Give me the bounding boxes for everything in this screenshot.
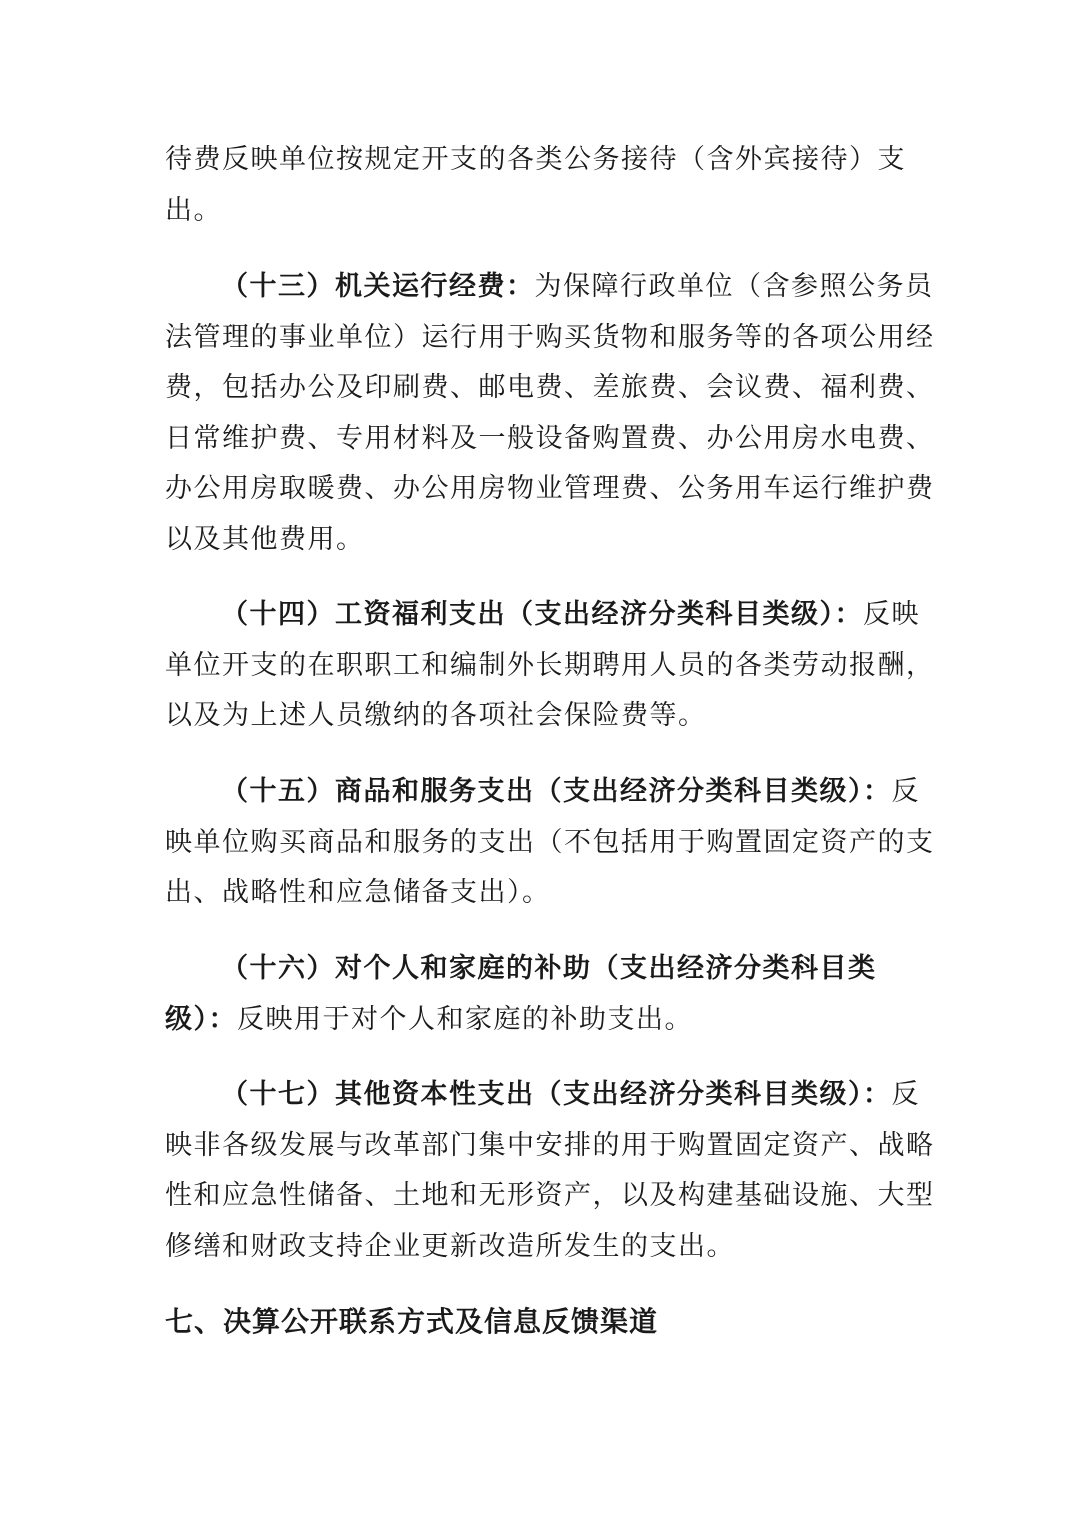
paragraph-item-16 [165, 944, 900, 1045]
text-line [165, 944, 900, 995]
item-title: （十四）工资福利支出（支出经济分类科目类级）： [221, 599, 863, 630]
text-line [165, 767, 920, 818]
text-line [165, 590, 920, 641]
text-line: 修缮和财政支持企业更新改造所发生的支出。 [165, 1230, 735, 1262]
text-line: 费，包括办公及印刷费、邮电费、差旅费、会议费、福利费、 [165, 372, 935, 403]
text-line: 法管理的事业单位）运行用于购买货物和服务等的各项公用经 [165, 321, 935, 353]
text-line: 出、战略性和应急储备支出）。 [165, 877, 551, 908]
text-line: 以及其他费用。 [165, 523, 365, 555]
item-text: 反 [891, 776, 920, 807]
text-line [165, 262, 934, 313]
item-title: （十六）对个人和家庭的补助（支出经济分类科目类 [221, 953, 877, 984]
text-line: 性和应急性储备、土地和无形资产，以及构建基础设施、大型 [165, 1180, 935, 1211]
item-text: 为保障行政单位（含参照公务员 [534, 271, 934, 302]
text-line: 单位开支的在职职工和编制外长期聘用人员的各类劳动报酬， [165, 649, 935, 681]
item-text: 反映 [863, 599, 920, 630]
text-line: 映非各级发展与改革部门集中安排的用于购置固定资产、战略 [165, 1129, 935, 1161]
item-title: （十五）商品和服务支出（支出经济分类科目类级）： [221, 776, 892, 807]
text-line: 日常维护费、专用材料及一般设备购置费、办公用房水电费、 [165, 422, 935, 454]
paragraph-item-15 [165, 767, 935, 919]
section-heading: 七、决算公开联系方式及信息反馈渠道 [165, 1305, 659, 1338]
item-title: （十七）其他资本性支出（支出经济分类科目类级）： [221, 1079, 892, 1110]
text-line: 映单位购买商品和服务的支出（不包括用于购置固定资产的支 [165, 826, 935, 858]
text-line: 以及为上述人员缴纳的各项社会保险费等。 [165, 700, 707, 731]
paragraph-continuation [165, 135, 906, 236]
text-line: 待费反映单位按规定开支的各类公务接待（含外宾接待）支 [165, 144, 906, 175]
text-line [165, 995, 900, 1046]
text-line: 出。 [165, 194, 222, 226]
paragraph-item-13 [165, 262, 935, 565]
text-line [165, 1070, 920, 1121]
paragraph-item-17 [165, 1070, 935, 1272]
text-line: 办公用房取暖费、办公用房物业管理费、公务用车运行维护费 [165, 473, 935, 504]
item-title: （十三）机关运行经费： [221, 271, 535, 302]
item-text: 反映用于对个人和家庭的补助支出。 [237, 1003, 693, 1035]
paragraph-item-14 [165, 590, 935, 742]
item-title-continued: 级）： [165, 1003, 237, 1035]
item-text: 反 [891, 1079, 920, 1110]
